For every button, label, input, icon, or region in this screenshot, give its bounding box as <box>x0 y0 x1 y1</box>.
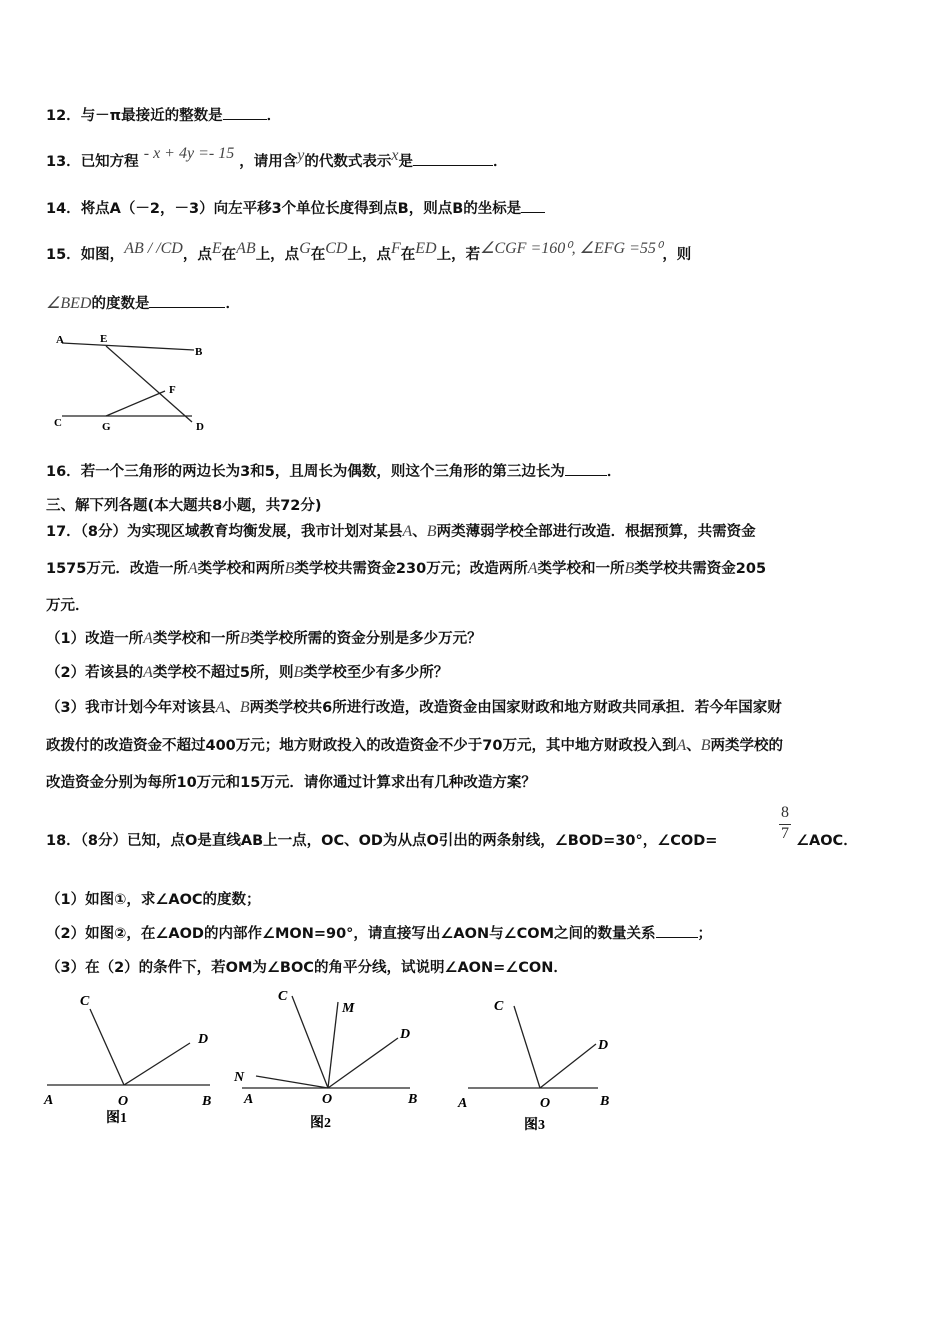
question-17-part3-line3: 改造资金分别为每所10万元和15万元．请你通过计算求出有几种改造方案？ <box>46 775 536 791</box>
label-f: F <box>169 384 176 396</box>
ray-od <box>124 1043 190 1085</box>
label-a: A <box>244 1092 254 1107</box>
label-a: A <box>44 1093 54 1108</box>
label-o: O <box>540 1096 551 1111</box>
question-18-part1: （1）如图①，求∠AOC的度数； <box>46 892 261 908</box>
ray-oc <box>514 1006 540 1088</box>
label-o: O <box>322 1092 333 1107</box>
section-heading: 三、解下列各题(本大题共8小题，共72分) <box>46 498 322 514</box>
question-17: 17．（8分）为实现区域教育均衡发展，我市计划对某县A、B两类薄弱学校全部进行改造．根据预算，共需资金 <box>46 523 756 540</box>
answer-blank[interactable] <box>223 107 267 120</box>
answer-blank[interactable] <box>656 925 698 938</box>
answer-blank[interactable] <box>521 200 545 213</box>
label-c: C <box>494 999 504 1014</box>
ray-od <box>328 1038 398 1088</box>
equation: - x + 4y =- 15 <box>143 145 235 162</box>
question-18-tail: ∠AOC． <box>796 833 858 849</box>
label-g: G <box>102 421 111 433</box>
line-gf <box>106 391 165 416</box>
question-18-part3: （3）在（2）的条件下，若OM为∠BOC的角平分线，试说明∠AON=∠CON． <box>46 960 568 976</box>
question-18-part2: （2）如图②，在∠AOD的内部作∠MON=90°，请直接写出∠AON与∠COM之间的数量关系 ； <box>46 926 712 942</box>
label-d: D <box>400 1027 411 1042</box>
question-17-part1: （1）改造一所A类学校和一所B类学校所需的资金分别是多少万元？ <box>46 630 482 647</box>
label-d: D <box>198 1032 209 1047</box>
caption: 图1 <box>106 1111 127 1126</box>
label-c: C <box>80 994 90 1009</box>
ray-om <box>328 1002 338 1088</box>
label-c: C <box>278 989 288 1004</box>
ray-oc <box>292 996 328 1088</box>
fraction-8-7: 8 7 <box>781 804 789 842</box>
label-m: M <box>342 1001 355 1016</box>
question-17-line2: 1575万元．改造一所A类学校和两所B类学校共需资金230万元；改造两所A类学校和一所B类学校共需资金205 <box>46 560 767 577</box>
question-14: 14．将点A（－2，－3）向左平移3个单位长度得到点B，则点B的坐标是 <box>46 197 545 218</box>
answer-blank[interactable] <box>565 463 607 476</box>
label-a: A <box>458 1096 468 1111</box>
label-d: D <box>598 1038 609 1053</box>
label-d: D <box>196 421 204 433</box>
question-17-part2: （2）若该县的A类学校不超过5所，则B类学校至少有多少所？ <box>46 664 449 681</box>
question-16: 16．若一个三角形的两边长为3和5，且周长为偶数，则这个三角形的第三边长为 ． <box>46 464 622 480</box>
ray-on <box>256 1076 328 1088</box>
ray-oc <box>90 1009 124 1085</box>
label-c: C <box>54 417 62 429</box>
question-18: 18．（8分）已知，点O是直线AB上一点，OC、OD为从点O引出的两条射线，∠BOD=30°，∠COD= <box>46 833 718 849</box>
label-b: B <box>408 1092 418 1107</box>
q15-figure <box>44 330 224 435</box>
caption: 图3 <box>524 1118 545 1133</box>
label-b: B <box>195 346 203 358</box>
q18-figure-2 <box>232 982 432 1132</box>
question-17-line3: 万元． <box>46 598 90 614</box>
ray-od <box>540 1044 596 1088</box>
label-e: E <box>100 333 108 345</box>
answer-blank[interactable] <box>413 153 493 166</box>
question-17-part3-line2: 政拨付的改造资金不超过400万元；地方财政投入的改造资金不少于70万元，其中地方财政投入到A、B两类学校的 <box>46 737 784 754</box>
question-12: 12．与－π最接近的整数是 ． <box>46 108 282 124</box>
question-15: 15．如图，AB / /CD，点E在AB上，点G在CD上，点F在ED上，若∠CGF =160⁰, ∠EFG =55⁰，则 <box>46 240 692 263</box>
label-n: N <box>234 1070 245 1085</box>
line-ab <box>62 343 194 350</box>
label-o: O <box>118 1094 129 1109</box>
question-13: 13．已知方程 - x + 4y =- 15 ，请用含y的代数式表示x是 ． <box>46 145 508 170</box>
question-15-line2: ∠BED的度数是 ． <box>46 295 240 312</box>
label-a: A <box>56 334 64 346</box>
question-17-part3: （3）我市计划今年对该县A、B两类学校共6所进行改造，改造资金由国家财政和地方财政共同承担．若今年国家财 <box>46 699 782 716</box>
caption: 图2 <box>310 1116 331 1131</box>
answer-blank[interactable] <box>149 295 225 308</box>
q18-figure-3 <box>452 990 632 1135</box>
label-b: B <box>202 1094 212 1109</box>
label-b: B <box>600 1094 610 1109</box>
q18-figure-1 <box>42 988 222 1128</box>
